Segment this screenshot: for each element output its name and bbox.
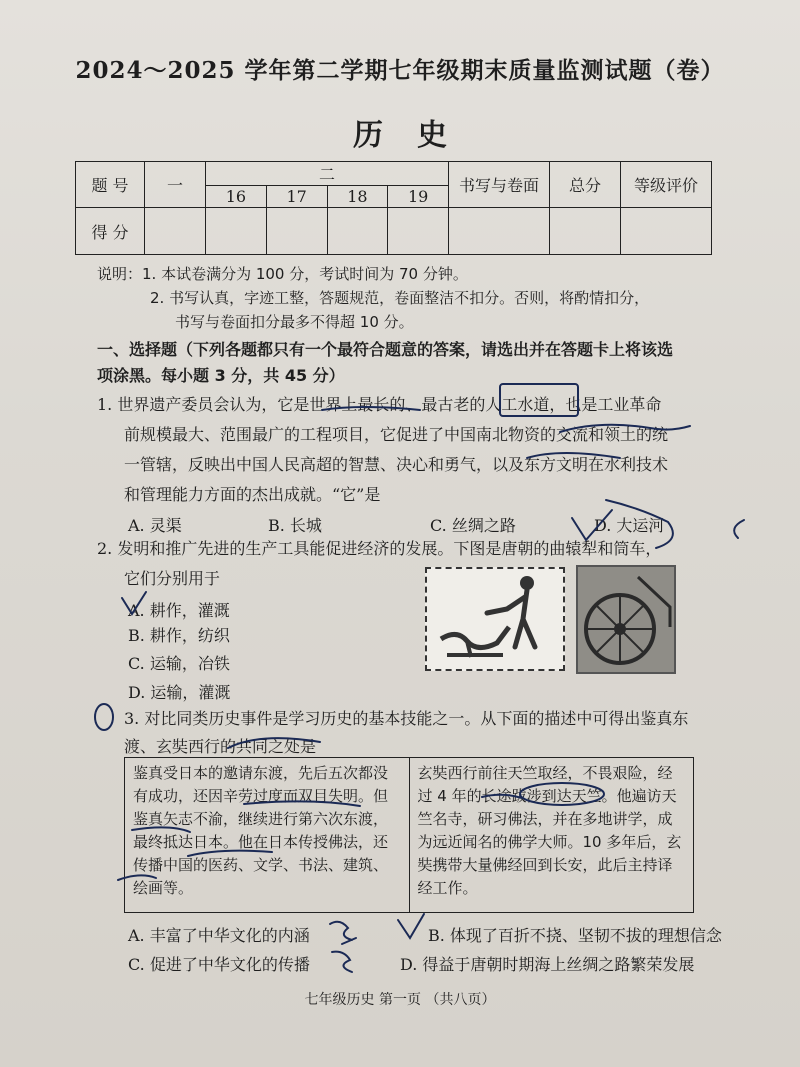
note-line-2: 2. 书写认真，字迹工整，答题规范，卷面整洁不扣分。否则，将酌情扣分， (150, 289, 650, 307)
q1-option-d: D. 大运河 (594, 516, 665, 535)
q1-line-3: 一管辖，反映出中国人民高超的智慧、决心和勇气，以及东方文明在水利技术 (124, 455, 669, 474)
section-heading-line-1: 一、选择题（下列各题都只有一个最符合题意的答案，请选出并在答题卡上将该选 (97, 340, 674, 359)
col-total: 总分 (550, 162, 621, 208)
q2-line-1: 2. 发明和推广先进的生产工具能促进经济的发展。下图是唐朝的曲辕犁和筒车， (97, 539, 662, 558)
q3-box-xuanzang: 玄奘西行前往天竺取经，不畏艰险，经过 4 年的长途跋涉到达天竺。他遍访天竺名寺，研习佛法，并在多地讲学，成为远近闻名的佛学大师。10 多年后，玄奘携带大量佛经回到长安，此后主持译经工作。 (417, 764, 682, 897)
sub-col-18: 18 (327, 186, 388, 208)
subject-title: 历史 (353, 118, 481, 153)
q3-line-2: 渡、玄奘西行的共同之处是 (124, 737, 317, 756)
q1-line-2: 前规模最大、范围最广的工程项目，它促进了中国南北物资的交流和领土的统 (124, 425, 669, 444)
col-writing: 书写与卷面 (449, 162, 550, 208)
q1-option-c: C. 丝绸之路 (430, 516, 516, 535)
q3-option-b: B. 体现了百折不挠、坚韧不拔的理想信念 (428, 926, 722, 945)
q3-option-c: C. 促进了中华文化的传播 (128, 955, 310, 974)
section-heading-line-2: 项涂黑。每小题 3 分，共 45 分） (97, 366, 345, 385)
q2-line-2: 它们分别用于 (124, 569, 221, 588)
q3-option-a: A. 丰富了中华文化的内涵 (128, 926, 310, 945)
q3-box-jianzhen: 鉴真受日本的邀请东渡，先后五次都没有成功，还因辛劳过度而双目失明。但鉴真矢志不渝，继续进行第六次东渡，最终抵达日本。他在日本传授佛法，还传播中国的医药、文学、书法、建筑、绘画等。 (125, 758, 410, 912)
q2-option-b: B. 耕作，纺织 (128, 626, 230, 645)
q3-option-d: D. 得益于唐朝时期海上丝绸之路繁荣发展 (400, 955, 695, 974)
q1-option-a: A. 灵渠 (128, 516, 182, 535)
note-line-1: 说明：1. 本试卷满分为 100 分，考试时间为 70 分钟。 (97, 265, 468, 283)
q3-line-1: 3. 对比同类历史事件是学习历史的基本技能之一。从下面的描述中可得出鉴真东 (124, 709, 689, 728)
q2-option-a: A. 耕作，灌溉 (128, 601, 230, 620)
page-footer: 七年级历史 第一页 （共八页） (304, 992, 496, 1008)
col-one: 一 (145, 162, 206, 208)
col-grade: 等级评价 (621, 162, 712, 208)
col-two: 二 (206, 162, 449, 186)
row-label-score: 得 分 (76, 208, 145, 255)
note-line-3: 书写与卷面扣分最多不得超 10 分。 (175, 313, 414, 331)
row-label-number: 题 号 (76, 162, 145, 208)
q1-option-b: B. 长城 (268, 516, 322, 535)
q2-option-d: D. 运输，灌溉 (128, 683, 231, 702)
sub-col-16: 16 (206, 186, 267, 208)
q1-line-1: 1. 世界遗产委员会认为，它是世界上最长的、最古老的人工水道，也是工业革命 (97, 395, 662, 414)
exam-title: 2024～2025 学年第二学期七年级期末质量监测试题（卷） (75, 57, 725, 84)
sub-col-17: 17 (266, 186, 327, 208)
q2-option-c: C. 运输，冶铁 (128, 654, 230, 673)
q1-line-4: 和管理能力方面的杰出成就。“它”是 (124, 485, 381, 504)
sub-col-19: 19 (388, 186, 449, 208)
